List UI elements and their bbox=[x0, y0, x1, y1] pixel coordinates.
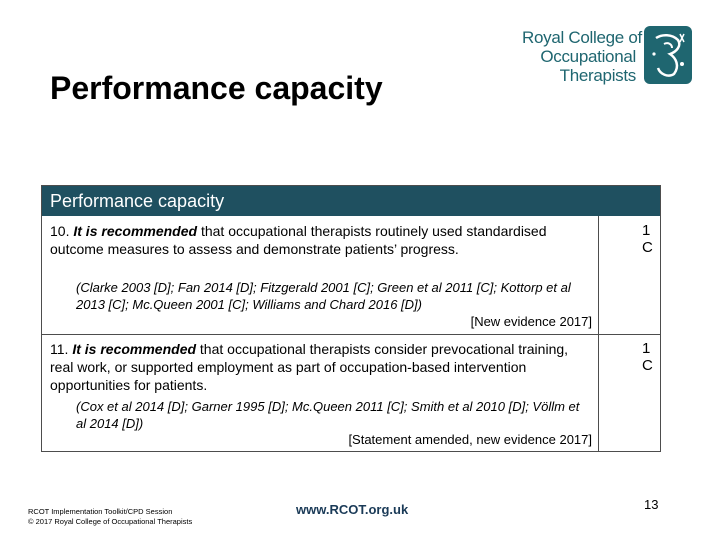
recommendation-10-number: 10. bbox=[50, 223, 70, 239]
footer-copyright: © 2017 Royal College of Occupational Therapists bbox=[28, 517, 193, 526]
recommendation-11-number: 11. bbox=[50, 341, 69, 357]
footer-session: RCOT Implementation Toolkit/CPD Session bbox=[28, 507, 173, 516]
recommendation-10-text bbox=[50, 222, 590, 258]
recommendation-11-emphasis: It is recommended bbox=[72, 341, 197, 357]
grade-cell-11 bbox=[602, 334, 660, 451]
rcot-logo bbox=[522, 24, 698, 90]
recommendation-10 bbox=[42, 216, 598, 334]
recommendation-11-text bbox=[50, 340, 590, 394]
recommendation-11-body: that occupational therapists consider prevocational training, real work, or supported employment as part of occupation-based intervention opportunities for patients. bbox=[50, 341, 569, 393]
recommendation-10-refs: (Clarke 2003 [D]; Fan 2014 [D]; Fitzgerald 2001 [C]; Green et al 2011 [C]; Kottorp et al 2013 [C]; Mc.Queen 2001 [C]; Williams and Chard 2016 [D]) bbox=[76, 280, 571, 312]
recommendation-11 bbox=[42, 334, 598, 451]
recommendation-10-grade: 1 C bbox=[642, 222, 655, 256]
recommendation-11-status: [Statement amended, new evidence 2017] bbox=[348, 432, 592, 447]
footer-url-link[interactable]: www.RCOT.org.uk bbox=[296, 502, 409, 517]
footer-credits bbox=[28, 507, 192, 527]
logo-wordmark bbox=[522, 28, 642, 85]
recommendation-10-status: [New evidence 2017] bbox=[470, 314, 592, 329]
recommendation-10-emphasis: It is recommended bbox=[73, 223, 198, 239]
recommendation-10-body: that occupational therapists routinely used standardised outcome measures to assess and demonstrate patients’ progress. bbox=[50, 223, 547, 257]
recommendations-table bbox=[41, 185, 661, 452]
rcot-crest-icon bbox=[642, 24, 694, 86]
logo-line-3: Therapists bbox=[559, 66, 636, 85]
recommendation-11-grade: 1 C bbox=[642, 340, 655, 374]
grade-cell-10 bbox=[602, 216, 660, 334]
table-header: Performance capacity bbox=[42, 186, 660, 216]
logo-line-1: Royal College of bbox=[522, 28, 642, 47]
recommendation-11-refs: (Cox et al 2014 [D]; Garner 1995 [D]; Mc.Queen 2011 [C]; Smith et al 2010 [D]; Völlm et al 2014 [D]) bbox=[76, 399, 580, 431]
slide-title: Performance capacity bbox=[50, 70, 383, 106]
page-number: 13 bbox=[644, 497, 659, 512]
logo-line-2: Occupational bbox=[540, 47, 636, 66]
